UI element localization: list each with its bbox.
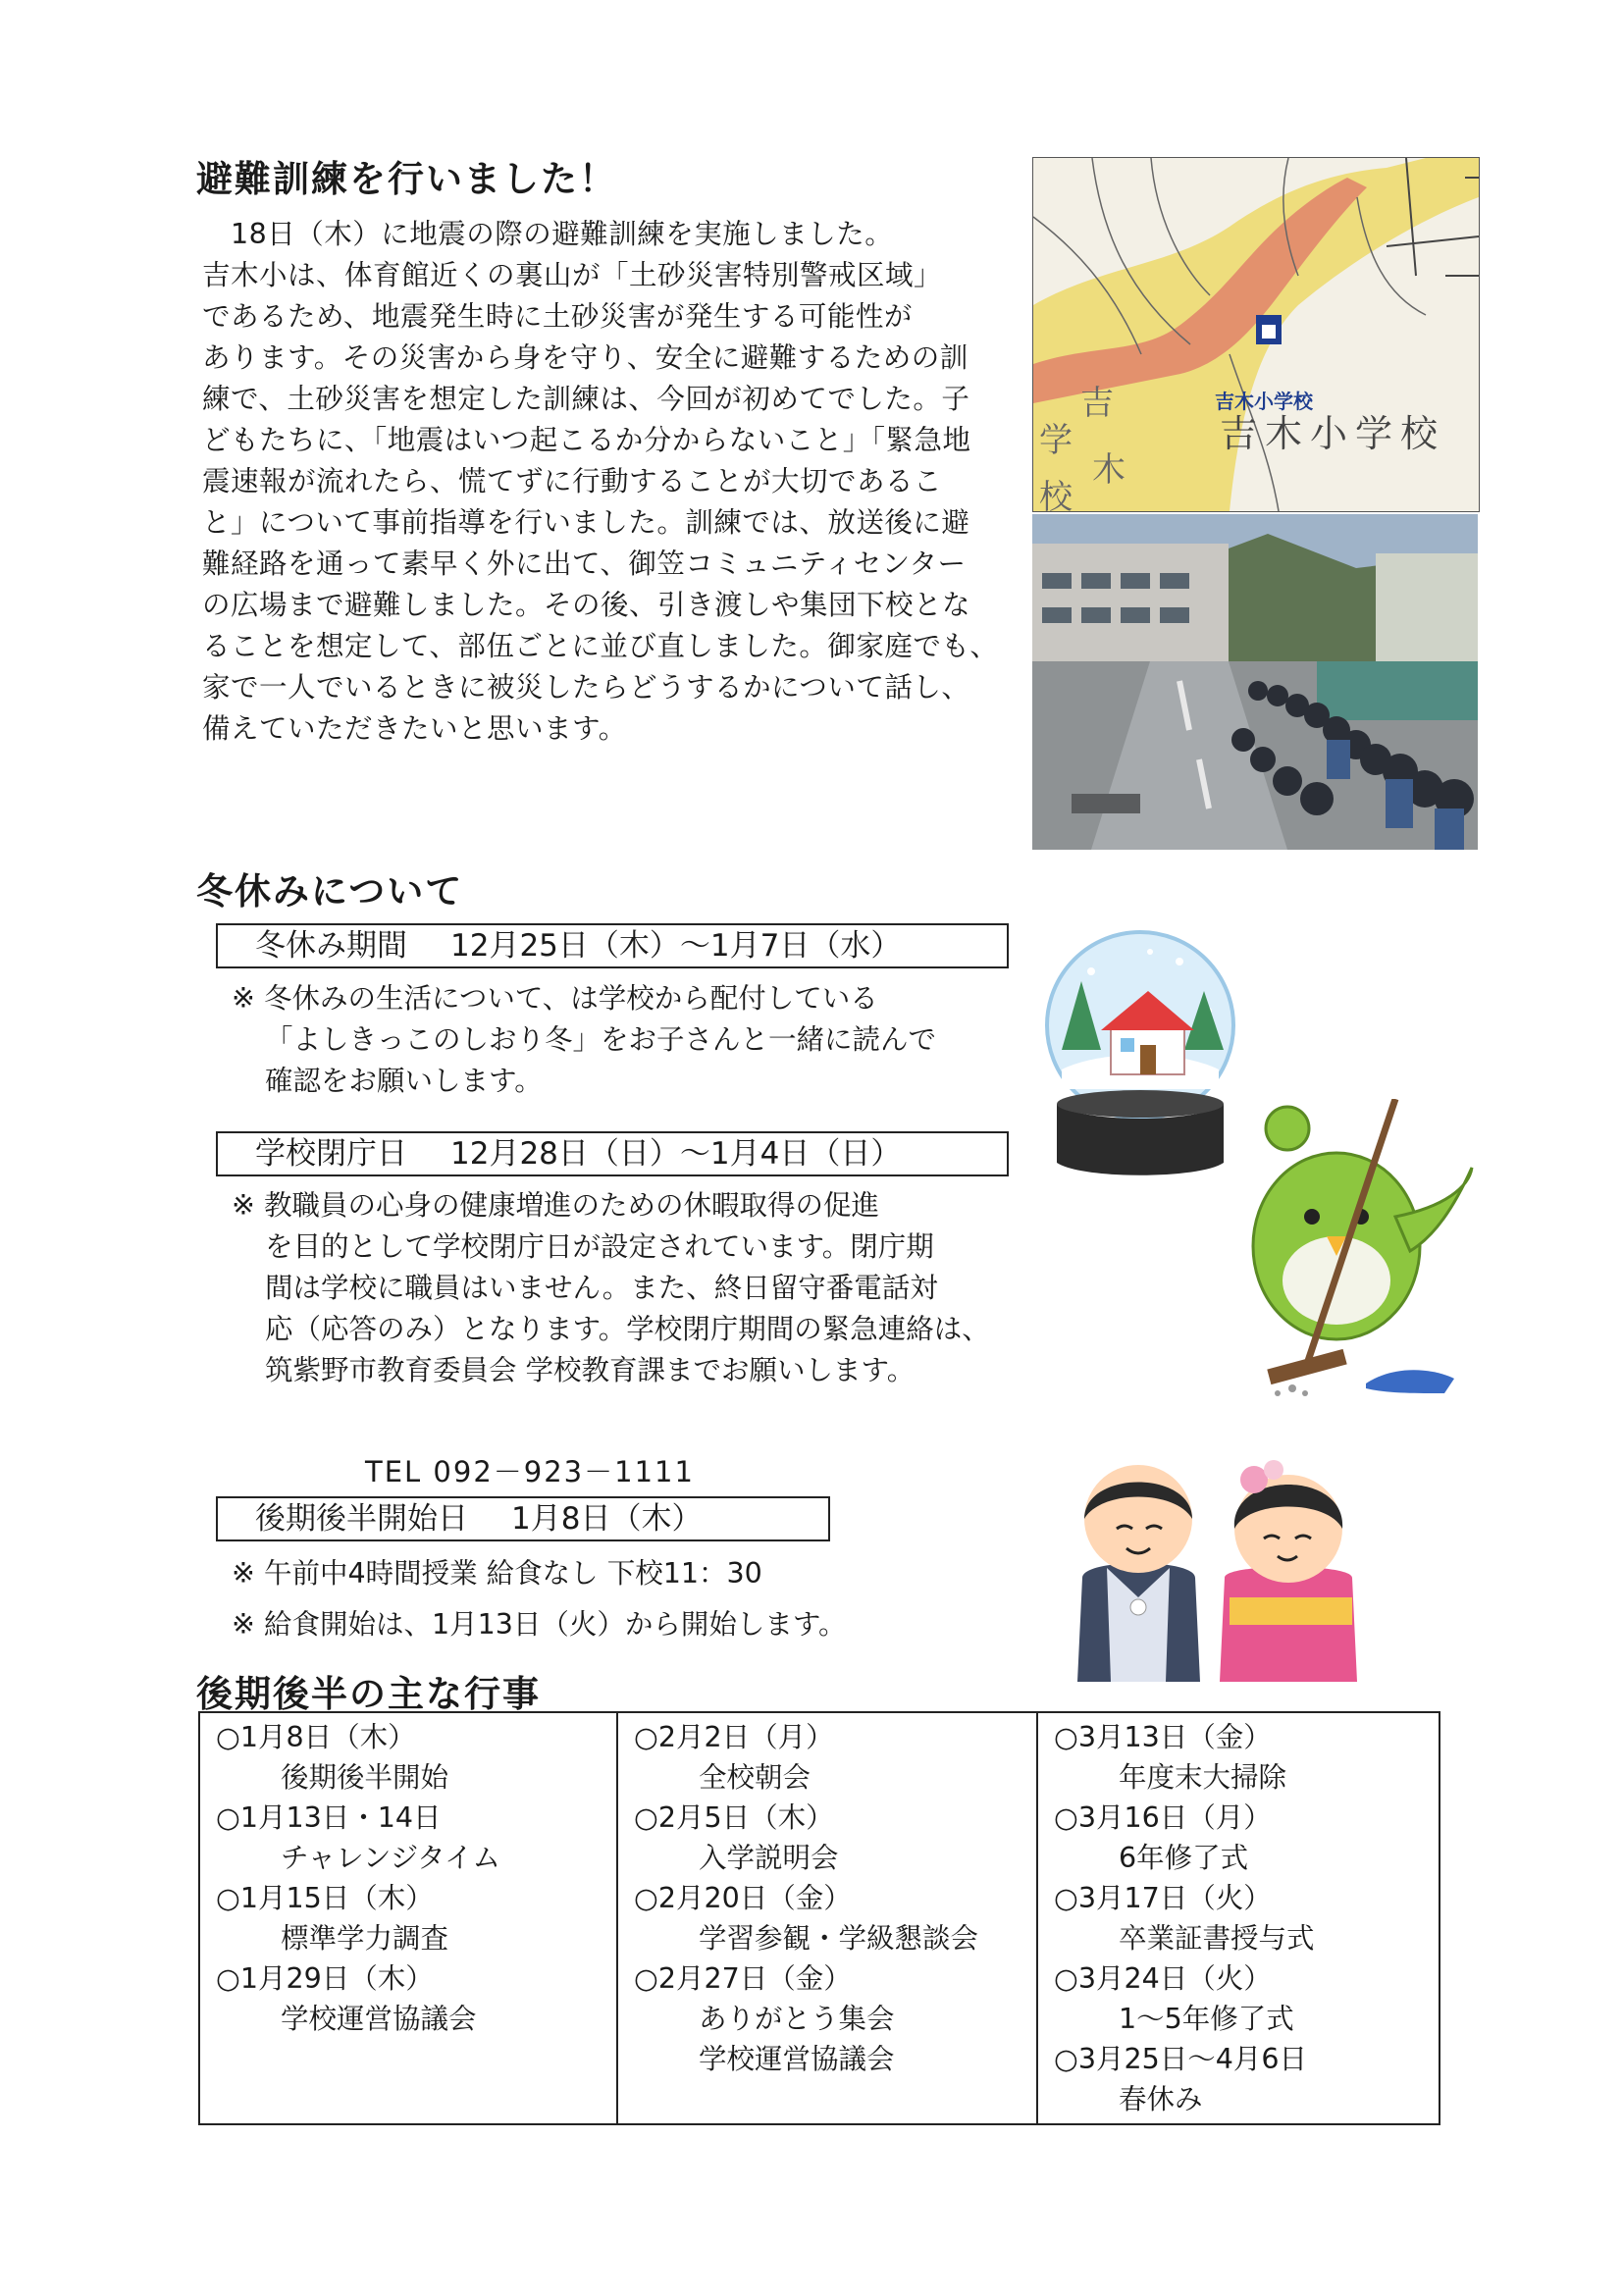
event-title: 学校運営協議会 — [699, 2043, 895, 2075]
drill-line: 練で、土砂災害を想定した訓練は、今回が初めてでした。子 — [202, 383, 970, 415]
drill-line: 家で一人でいるときに被災したらどうするかについて話し、 — [202, 671, 970, 704]
events-column-march — [1036, 1713, 1439, 2123]
event-title: 春休み — [1119, 2083, 1203, 2115]
drill-paragraph — [202, 214, 1017, 750]
winter-heading: 冬休みについて — [196, 870, 464, 913]
note-line: ※ 冬休みの生活について、は学校から配付している — [232, 982, 878, 1015]
map-label-small: 吉木小学校 — [1215, 390, 1313, 413]
winter-period-note — [232, 978, 936, 1102]
winter-period-value: 12月25日（木）～1月7日（水） — [450, 928, 902, 964]
drill-line: 吉木小は、体育館近くの裏山が「土砂災害特別警戒区域」 — [202, 259, 943, 291]
drill-line: と」について事前指導を行いました。訓練では、放送後に避 — [202, 506, 970, 539]
map-big-char: 吉 — [1080, 384, 1114, 423]
events-column-january — [200, 1713, 616, 2123]
event-date: ○3月17日（火） — [1054, 1882, 1272, 1914]
school-closure-note — [232, 1185, 990, 1391]
event-date: ○2月20日（金） — [634, 1882, 852, 1914]
map-big-char: 学 — [1039, 421, 1073, 460]
tel-number: TEL 092－923－1111 — [365, 1455, 695, 1488]
drill-line: であるため、地震発生時に土砂災害が発生する可能性が — [202, 300, 913, 333]
term-start-label: 後期後半開始日 — [255, 1501, 468, 1537]
event-title: 学校運営協議会 — [281, 2003, 477, 2035]
drill-heading: 避難訓練を行いました！ — [196, 158, 617, 200]
event-title: 卒業証書授与式 — [1119, 1922, 1315, 1955]
event-date: ○3月25日～4月6日 — [1054, 2043, 1308, 2075]
event-title: 6年修了式 — [1119, 1842, 1249, 1874]
drill-line: どもたちに、「地震はいつ起こるか分からないこと」「緊急地 — [202, 424, 971, 456]
event-title: 1～5年修了式 — [1119, 2003, 1294, 2035]
term-start-box — [216, 1496, 830, 1541]
bird-mascot-illustration — [1248, 1099, 1474, 1403]
drill-line: の広場まで避難しました。その後、引き渡しや集団下校とな — [202, 589, 971, 621]
term-start-notes — [232, 1553, 847, 1645]
winter-period-box — [216, 923, 1009, 968]
winter-period-label: 冬休み期間 — [255, 928, 407, 964]
events-heading: 後期後半の主な行事 — [196, 1673, 541, 1715]
event-date: ○3月24日（火） — [1054, 1962, 1272, 1995]
evacuation-photo — [1032, 514, 1478, 850]
note-line: を目的として学校閉庁日が設定されています。閉庁期 — [265, 1230, 934, 1263]
map-big-char: 木 — [1092, 450, 1126, 490]
school-closure-value: 12月28日（日）～1月4日（日） — [450, 1136, 902, 1172]
event-title: 標準学力調査 — [281, 1922, 449, 1955]
note-line: 間は学校に職員はいません。また、終日留守番電話対 — [265, 1272, 938, 1304]
term-start-value: 1月8日（木） — [511, 1501, 703, 1537]
event-title: 全校朝会 — [699, 1761, 812, 1794]
note-line: ※ 午前中4時間授業 給食なし 下校11：30 — [232, 1557, 762, 1590]
event-date: ○2月5日（木） — [634, 1801, 834, 1834]
drill-line: 18日（木）に地震の際の避難訓練を実施しました。 — [202, 218, 894, 250]
event-date: ○2月2日（月） — [634, 1721, 834, 1753]
hazard-map-image — [1032, 157, 1480, 512]
snow-globe-illustration — [1042, 922, 1238, 1185]
event-date: ○3月16日（月） — [1054, 1801, 1272, 1834]
drill-line: 備えていただきたいと思います。 — [202, 712, 627, 745]
drill-line: 震速報が流れたら、慌てずに行動することが大切であるこ — [202, 465, 943, 497]
event-date: ○2月27日（金） — [634, 1962, 852, 1995]
event-date: ○1月13日・14日 — [216, 1801, 442, 1834]
drill-line: ることを想定して、部伍ごとに並び直しました。御家庭でも、 — [202, 630, 999, 662]
events-column-february — [616, 1713, 1036, 2123]
event-title: 後期後半開始 — [281, 1761, 449, 1794]
map-label-large: 吉木小学校 — [1220, 412, 1446, 455]
event-date: ○1月15日（木） — [216, 1882, 434, 1914]
event-title: ありがとう集会 — [699, 2003, 895, 2035]
note-line: ※ 給食開始は、1月13日（火）から開始します。 — [232, 1608, 847, 1641]
school-closure-box — [216, 1131, 1009, 1176]
map-big-char: 校 — [1039, 478, 1073, 512]
note-line: ※ 教職員の心身の健康増進のための休暇取得の促進 — [232, 1189, 879, 1222]
drill-line: 難経路を通って素早く外に出て、御笠コミュニティセンター — [202, 548, 967, 580]
event-title: 年度末大掃除 — [1119, 1761, 1287, 1794]
note-line: 「よしきっこのしおり冬」をお子さんと一緒に読んで — [265, 1023, 937, 1056]
drill-line: あります。その災害から身を守り、安全に避難するための訓 — [202, 341, 969, 374]
event-title: 学習参観・学級懇談会 — [699, 1922, 979, 1955]
event-date: ○3月13日（金） — [1054, 1721, 1272, 1753]
note-line: 応（応答のみ）となります。学校閉庁期間の緊急連絡は、 — [265, 1313, 990, 1345]
note-line: 確認をお願いします。 — [265, 1065, 543, 1097]
new-year-children-illustration — [1068, 1450, 1362, 1682]
school-closure-label: 学校閉庁日 — [255, 1136, 407, 1172]
event-date: ○1月29日（木） — [216, 1962, 434, 1995]
event-title: 入学説明会 — [699, 1842, 839, 1874]
event-date: ○1月8日（木） — [216, 1721, 416, 1753]
note-line: 筑紫野市教育委員会 学校教育課までお願いします。 — [265, 1354, 916, 1386]
event-title: チャレンジタイム — [281, 1842, 501, 1874]
events-table — [198, 1711, 1440, 2125]
